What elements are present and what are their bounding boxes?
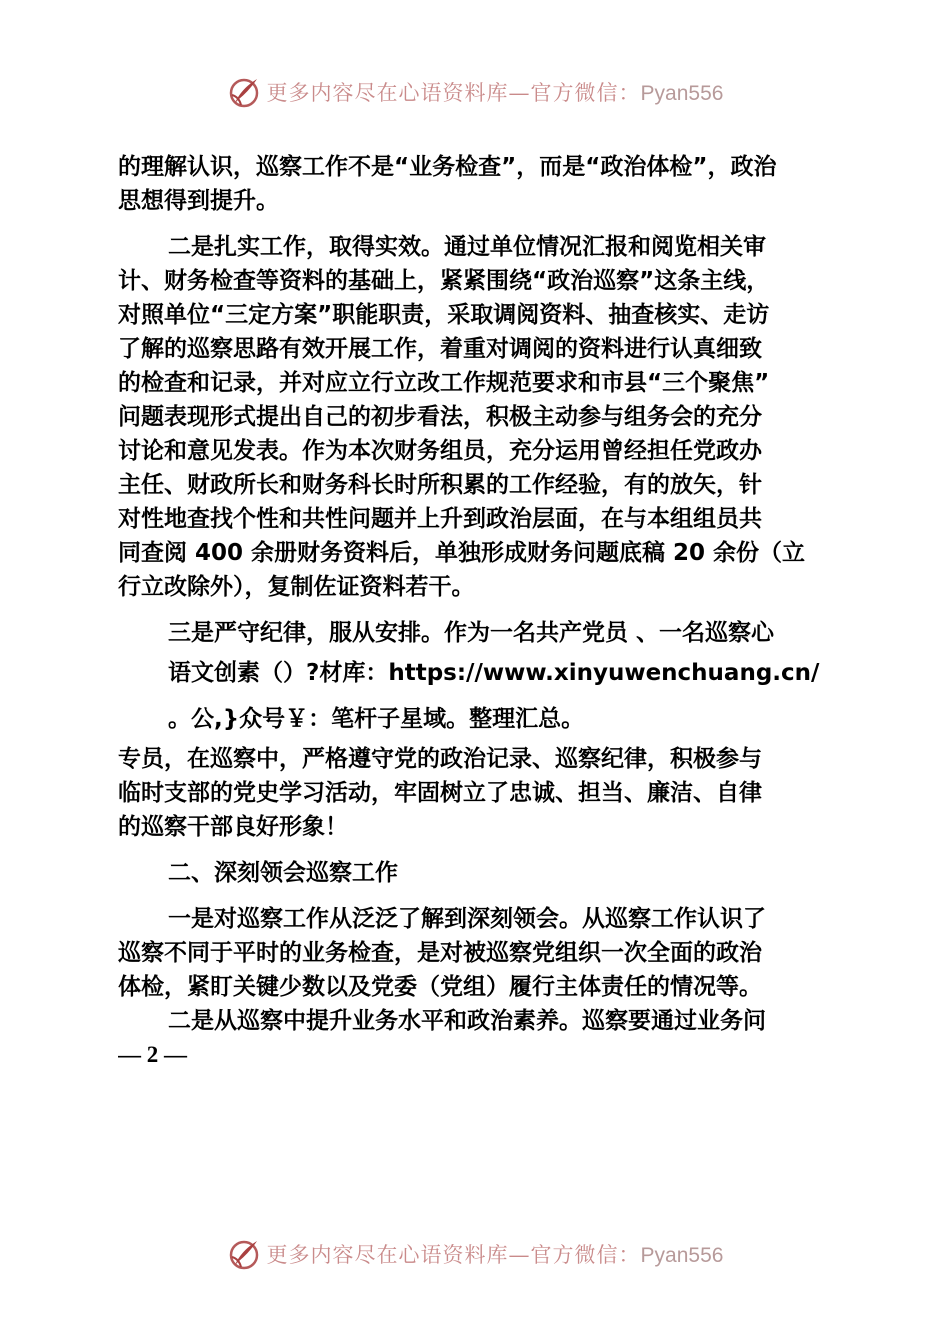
- text-line: 讨论和意见发表。作为本次财务组员，充分运用曾经担任党政办: [118, 438, 762, 464]
- watermark-line: 语文创素（）?材库：https://www.xinyuwenchuang.cn/: [168, 660, 820, 686]
- footer-banner: [0, 1234, 950, 1274]
- paragraph-start: 三是严守纪律，服从安排。作为一名共产党员 、一名巡察心: [168, 620, 775, 646]
- text-line: 行立改除外），复制佐证资料若干。: [118, 574, 475, 600]
- page-number: — 2 —: [118, 1042, 187, 1067]
- text-line: 思想得到提升。: [118, 188, 279, 214]
- section-heading: 二、深刻领会巡察工作: [168, 860, 398, 886]
- text-line: 专员，在巡察中，严格遵守党的政治记录、巡察纪律，积极参与: [118, 746, 762, 772]
- paragraph-start: 二是扎实工作，取得实效。通过单位情况汇报和阅览相关审: [168, 234, 766, 260]
- text-line: 的巡察干部良好形象！: [118, 814, 348, 840]
- document-body: [118, 150, 838, 1072]
- text-line: 的理解认识，巡察工作不是“业务检查”，而是“政治体检”，政治: [118, 154, 777, 180]
- text-line: 计、财务检查等资料的基础上，紧紧围绕“政治巡察”这条主线，: [118, 268, 770, 294]
- text-line: 同查阅 400 余册财务资料后，单独形成财务问题底稿 20 余份（立: [118, 540, 806, 566]
- header-banner-text: 更多内容尽在心语资料库—官方微信：Pyan556: [266, 81, 724, 105]
- header-banner: [0, 72, 950, 112]
- text-line: 巡察不同于平时的业务检查，是对被巡察党组织一次全面的政治: [118, 940, 762, 966]
- text-line: 对照单位“三定方案”职能职责，采取调阅资料、抽查核实、走访: [118, 302, 770, 328]
- text-line: 问题表现形式提出自己的初步看法，积极主动参与组务会的充分: [118, 404, 762, 430]
- text-line: 主任、财政所长和财务科长时所积累的工作经验，有的放矢，针: [118, 472, 762, 498]
- watermark-line: 。公,}众号￥：笔杆子星域。整理汇总。: [168, 706, 585, 732]
- text-line: 临时支部的党史学习活动，牢固树立了忠诚、担当、廉洁、自律: [118, 780, 762, 806]
- quill-logo-icon: [227, 1237, 261, 1271]
- text-line: 体检，紧盯关键少数以及党委（党组）履行主体责任的情况等。: [118, 974, 762, 1000]
- paragraph-start: 二是从巡察中提升业务水平和政治素养。巡察要通过业务问: [168, 1008, 766, 1034]
- text-line: 的检查和记录，并对应立行立改工作规范要求和市县“三个聚焦”: [118, 370, 770, 396]
- text-line: 对性地查找个性和共性问题并上升到政治层面，在与本组组员共: [118, 506, 762, 532]
- text-line: 了解的巡察思路有效开展工作，着重对调阅的资料进行认真细致: [118, 336, 762, 362]
- quill-logo-icon: [227, 75, 261, 109]
- footer-banner-text: 更多内容尽在心语资料库—官方微信：Pyan556: [266, 1243, 724, 1267]
- paragraph-start: 一是对巡察工作从泛泛了解到深刻领会。从巡察工作认识了: [168, 906, 766, 932]
